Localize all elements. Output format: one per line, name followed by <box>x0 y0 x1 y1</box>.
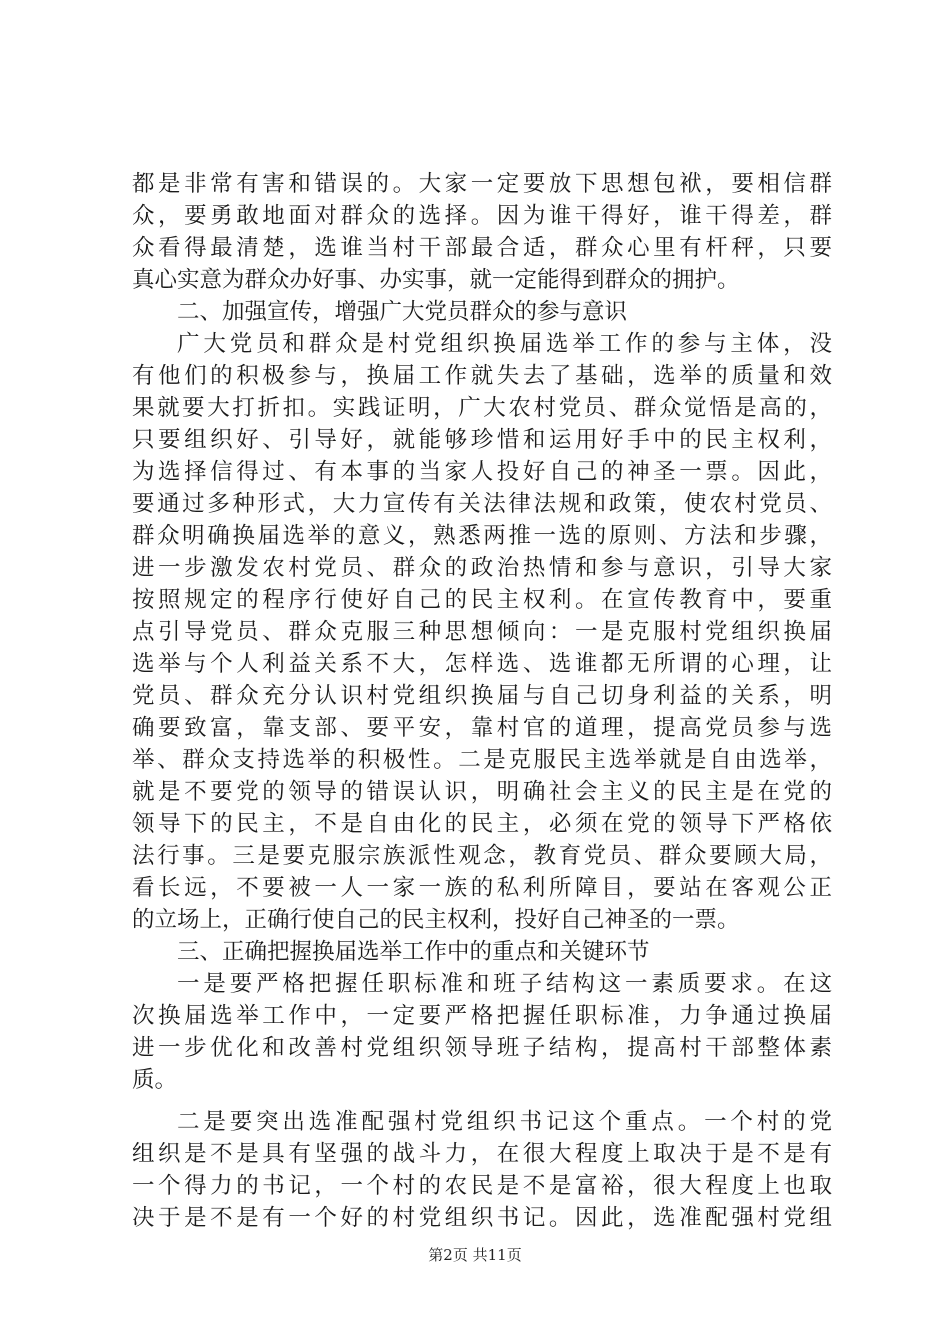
text-line: 就是不要党的领导的错误认识，明确社会主义的民主是在党的 <box>132 779 832 805</box>
text-line: 为选择信得过、有本事的当家人投好自己的神圣一票。因此， <box>132 459 832 485</box>
text-line: 众看得最清楚，选谁当村干部最合适，群众心里有杆秤，只要 <box>132 235 832 261</box>
text-line: 的立场上，正确行使自己的民主权利，投好自己神圣的一票。 <box>132 907 740 933</box>
text-line: 次换届选举工作中，一定要严格把握任职标准，力争通过换届 <box>132 1003 832 1029</box>
text-line: 要通过多种形式，大力宣传有关法律法规和政策，使农村党员、 <box>132 491 832 517</box>
text-line: 看长远，不要被一人一家一族的私利所障目，要站在客观公正 <box>132 875 832 901</box>
text-line: 党员、群众充分认识村党组织换届与自己切身利益的关系，明 <box>132 683 832 709</box>
page-number: 第2页 共11页 <box>428 1246 522 1264</box>
text-line: 进一步优化和改善村党组织领导班子结构，提高村干部整体素 <box>132 1035 832 1061</box>
text-line: 众，要勇敢地面对群众的选择。因为谁干得好，谁干得差，群 <box>132 203 832 229</box>
text-line: 法行事。三是要克服宗族派性观念，教育党员、群众要顾大局， <box>132 843 832 869</box>
text-line: 群众明确换届选举的意义，熟悉两推一选的原则、方法和步骤， <box>132 523 832 549</box>
text-line: 都是非常有害和错误的。大家一定要放下思想包袱，要相信群 <box>132 171 832 197</box>
text-line: 二是要突出选准配强村党组织书记这个重点。一个村的党 <box>177 1109 832 1135</box>
text-line: 点引导党员、群众克服三种思想倾向：一是克服村党组织换届 <box>132 619 832 645</box>
text-line: 广大党员和群众是村党组织换届选举工作的参与主体，没 <box>177 331 832 357</box>
section-heading: 三、正确把握换届选举工作中的重点和关键环节 <box>177 939 650 965</box>
text-line: 组织是不是具有坚强的战斗力，在很大程度上取决于是不是有 <box>132 1141 832 1167</box>
text-line: 举、群众支持选举的积极性。二是克服民主选举就是自由选举， <box>132 747 832 773</box>
paragraph-gap <box>132 1096 832 1106</box>
document-body <box>132 168 832 1234</box>
text-line: 选举与个人利益关系不大，怎样选、选谁都无所谓的心理，让 <box>132 651 832 677</box>
text-line: 进一步激发农村党员、群众的政治热情和参与意识，引导大家 <box>132 555 832 581</box>
text-line: 按照规定的程序行使好自己的民主权利。在宣传教育中，要重 <box>132 587 832 613</box>
text-line: 确要致富，靠支部、要平安，靠村官的道理，提高党员参与选 <box>132 715 832 741</box>
text-line: 决于是不是有一个好的村党组织书记。因此，选准配强村党组 <box>132 1205 832 1231</box>
text-line: 有他们的积极参与，换届工作就失去了基础，选举的质量和效 <box>132 363 832 389</box>
text-line: 质。 <box>132 1067 178 1093</box>
text-line: 一个得力的书记，一个村的农民是不是富裕，很大程度上也取 <box>132 1173 832 1199</box>
text-line: 果就要大打折扣。实践证明，广大农村党员、群众觉悟是高的， <box>132 395 832 421</box>
text-line: 领导下的民主，不是自由化的民主，必须在党的领导下严格依 <box>132 811 832 837</box>
text-line: 一是要严格把握任职标准和班子结构这一素质要求。在这 <box>177 971 832 997</box>
text-line: 只要组织好、引导好，就能够珍惜和运用好手中的民主权利， <box>132 427 832 453</box>
section-heading: 二、加强宣传，增强广大党员群众的参与意识 <box>177 299 628 325</box>
text-line: 真心实意为群众办好事、办实事，就一定能得到群众的拥护。 <box>132 267 740 293</box>
